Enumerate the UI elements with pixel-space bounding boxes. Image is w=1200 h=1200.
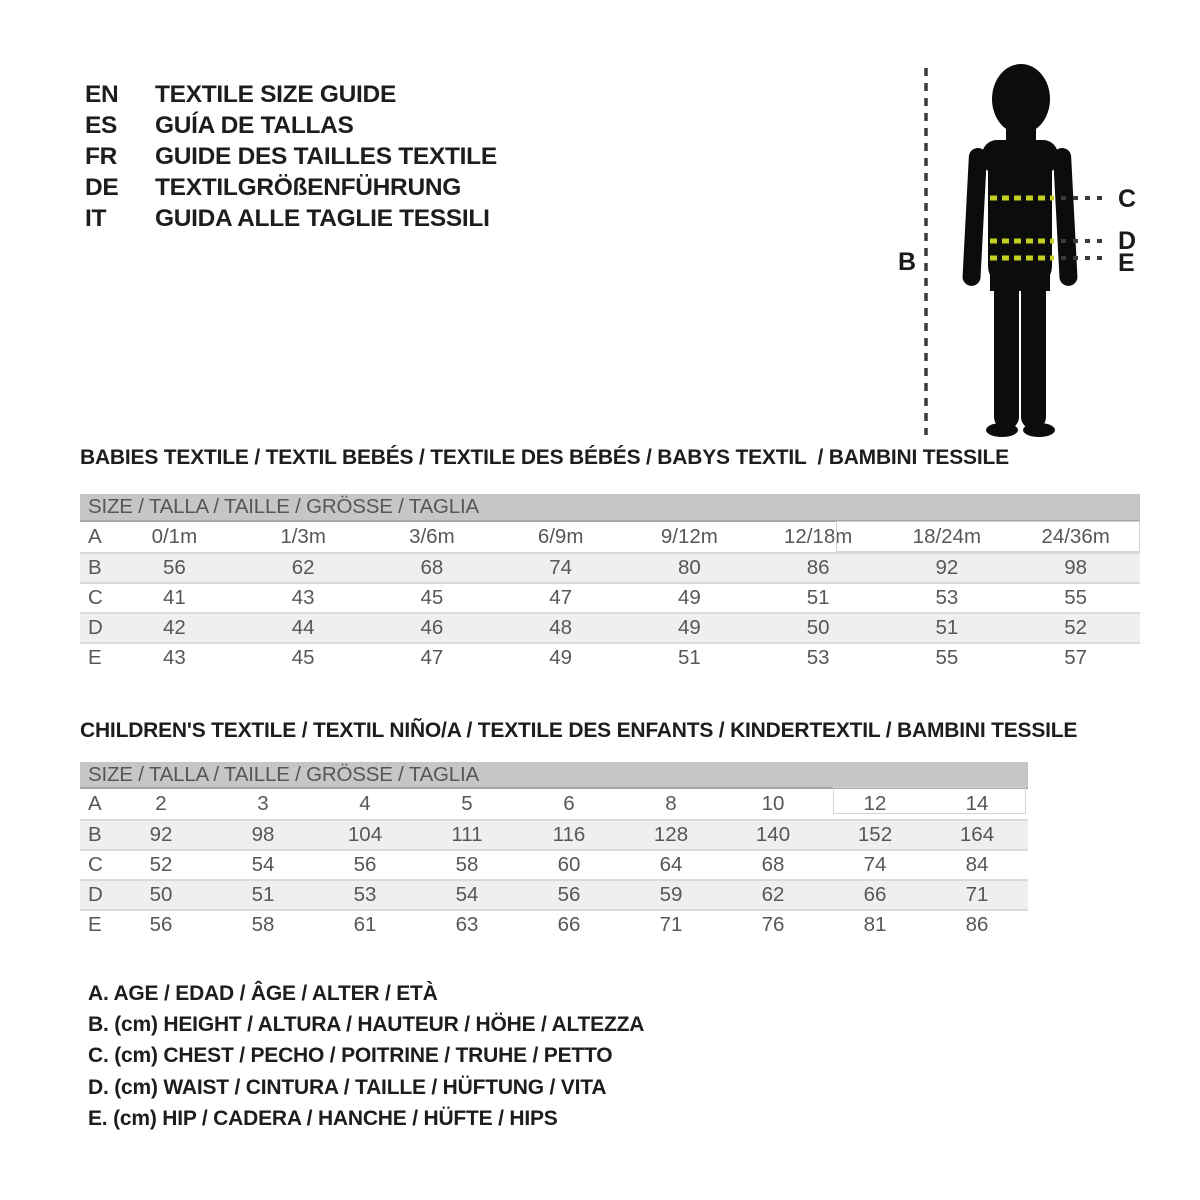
language-row	[85, 203, 497, 234]
table-cell: 47	[420, 646, 444, 669]
table-cell: 152	[857, 823, 893, 846]
table-cell: 3/6m	[409, 525, 455, 548]
table-cell: 51	[251, 883, 275, 906]
table-cell: 53	[806, 646, 830, 669]
table-cell: 53	[353, 883, 377, 906]
row-label: A	[88, 525, 102, 548]
table-cell: 24/36m	[1041, 525, 1110, 548]
table-row	[80, 879, 1028, 909]
table-cell: 56	[353, 853, 377, 876]
table-cell: 164	[959, 823, 995, 846]
table-cell: 66	[557, 913, 581, 936]
table-row	[80, 789, 1028, 819]
table-cell: 49	[677, 586, 701, 609]
silhouette-foot-right	[1023, 423, 1055, 437]
language-title: GUIDE DES TAILLES TEXTILE	[155, 142, 497, 170]
table-cell: 55	[1064, 586, 1088, 609]
waist-label: D	[1118, 227, 1137, 255]
legend-line: E. (cm) HIP / CADERA / HANCHE / HÜFTE / HIPS	[88, 1107, 558, 1131]
table-cell: 46	[420, 616, 444, 639]
table-cell: 86	[806, 556, 830, 579]
table-cell: 14	[965, 792, 989, 815]
silhouette-arm-right	[1053, 148, 1078, 287]
table-cell: 6	[563, 792, 575, 815]
children-size-table	[80, 762, 1028, 939]
table-cell: 116	[552, 823, 586, 846]
language-code: EN	[85, 81, 119, 109]
table-cell: 80	[677, 556, 701, 579]
language-row	[85, 80, 497, 111]
table-row	[80, 612, 1140, 642]
legend-line: B. (cm) HEIGHT / ALTURA / HAUTEUR / HÖHE / ALTEZZA	[88, 1013, 645, 1037]
babies-table-title: BABIES TEXTILE / TEXTIL BEBÉS / TEXTILE DES BÉBÉS / BABYS TEXTIL / BAMBINI TESSILE	[80, 446, 1009, 469]
table-cell: 51	[677, 646, 701, 669]
table-cell: 43	[162, 646, 186, 669]
table-cell: 64	[659, 853, 683, 876]
table-cell: 86	[965, 913, 989, 936]
table-cell: 59	[659, 883, 683, 906]
table-cell: 12	[863, 792, 887, 815]
table-row	[80, 552, 1140, 582]
silhouette-leg-right	[1021, 271, 1046, 429]
language-row	[85, 172, 497, 203]
table-cell: 44	[291, 616, 315, 639]
row-label: A	[88, 792, 102, 815]
table-cell: 54	[251, 853, 275, 876]
row-label: E	[88, 646, 102, 669]
language-title: TEXTILE SIZE GUIDE	[155, 81, 396, 109]
chest-label: C	[1118, 185, 1137, 213]
table-cell: 104	[347, 823, 383, 846]
language-row	[85, 111, 497, 142]
table-cell: 8	[665, 792, 677, 815]
table-row	[80, 909, 1028, 939]
table-cell: 98	[1064, 556, 1088, 579]
language-title: GUÍA DE TALLAS	[155, 112, 354, 140]
table-cell: 81	[863, 913, 887, 936]
table-cell: 74	[549, 556, 573, 579]
language-title: GUIDA ALLE TAGLIE TESSILI	[155, 204, 490, 232]
size-header-bar: SIZE / TALLA / TAILLE / GRÖSSE / TAGLIA	[80, 494, 1140, 522]
row-label: B	[88, 823, 102, 846]
table-cell: 43	[291, 586, 315, 609]
children-table-title: CHILDREN'S TEXTILE / TEXTIL NIÑO/A / TEXTILE DES ENFANTS / KINDERTEXTIL / BAMBINI TESSILE	[80, 719, 1078, 742]
table-cell: 12/18m	[783, 525, 853, 548]
table-cell: 66	[863, 883, 887, 906]
table-cell: 68	[761, 853, 785, 876]
table-cell: 63	[455, 913, 479, 936]
table-cell: 56	[557, 883, 581, 906]
language-code: ES	[85, 112, 118, 140]
language-title-list	[85, 80, 497, 234]
language-code: FR	[85, 142, 118, 170]
table-cell: 111	[451, 823, 483, 846]
child-silhouette-figure	[890, 56, 1150, 444]
table-cell: 71	[659, 913, 683, 936]
language-title: TEXTILGRÖßENFÜHRUNG	[155, 173, 461, 201]
silhouette-foot-left	[986, 423, 1018, 437]
legend-line: A. AGE / EDAD / ÂGE / ALTER / ETÀ	[88, 981, 438, 1005]
table-cell: 128	[653, 823, 689, 846]
table-cell: 49	[549, 646, 573, 669]
table-cell: 52	[149, 853, 173, 876]
table-cell: 58	[455, 853, 479, 876]
table-cell: 6/9m	[537, 525, 584, 548]
table-cell: 92	[149, 823, 173, 846]
table-cell: 18/24m	[912, 525, 982, 548]
table-cell: 60	[557, 853, 581, 876]
table-cell: 53	[935, 586, 959, 609]
table-cell: 57	[1064, 646, 1088, 669]
table-cell: 9/12m	[660, 525, 718, 548]
table-cell: 45	[420, 586, 444, 609]
table-cell: 3	[257, 792, 269, 815]
table-row	[80, 522, 1140, 552]
table-cell: 48	[549, 616, 573, 639]
table-cell: 98	[251, 823, 275, 846]
table-cell: 62	[291, 556, 315, 579]
row-label: D	[88, 616, 103, 639]
table-cell: 52	[1064, 616, 1088, 639]
table-cell: 92	[935, 556, 959, 579]
row-label: E	[88, 913, 102, 936]
table-cell: 76	[761, 913, 785, 936]
legend-line: D. (cm) WAIST / CINTURA / TAILLE / HÜFTUNG / VITA	[88, 1075, 607, 1099]
language-row	[85, 142, 497, 173]
row-label: C	[88, 853, 103, 876]
legend-line: C. (cm) CHEST / PECHO / POITRINE / TRUHE / PETTO	[88, 1044, 613, 1068]
table-cell: 84	[965, 853, 989, 876]
table-row	[80, 642, 1140, 672]
language-code: DE	[85, 173, 119, 201]
table-cell: 61	[353, 913, 377, 936]
table-cell: 62	[761, 883, 785, 906]
table-row	[80, 849, 1028, 879]
table-cell: 51	[806, 586, 830, 609]
table-cell: 68	[420, 556, 444, 579]
table-cell: 42	[162, 616, 186, 639]
table-cell: 4	[359, 792, 371, 815]
table-cell: 54	[455, 883, 479, 906]
table-cell: 1/3m	[280, 525, 326, 548]
measurement-legend	[88, 978, 644, 1135]
table-cell: 51	[935, 616, 959, 639]
child-silhouette	[962, 64, 1078, 437]
language-code: IT	[85, 204, 107, 232]
table-cell: 10	[761, 792, 785, 815]
silhouette-leg-left	[994, 271, 1019, 429]
table-cell: 71	[965, 883, 989, 906]
row-label: B	[88, 556, 102, 579]
hip-label: E	[1118, 249, 1135, 277]
table-cell: 74	[863, 853, 887, 876]
table-cell: 56	[162, 556, 186, 579]
table-cell: 58	[251, 913, 275, 936]
table-cell: 49	[677, 616, 701, 639]
table-cell: 5	[461, 792, 473, 815]
table-cell: 50	[806, 616, 830, 639]
table-cell: 55	[935, 646, 959, 669]
table-cell: 41	[162, 586, 186, 609]
table-cell: 56	[149, 913, 173, 936]
row-label: C	[88, 586, 103, 609]
silhouette-arm-left	[962, 148, 987, 287]
size-header-bar: SIZE / TALLA / TAILLE / GRÖSSE / TAGLIA	[80, 762, 1028, 789]
table-row	[80, 819, 1028, 849]
table-cell: 45	[291, 646, 315, 669]
height-label: B	[898, 248, 917, 276]
babies-size-table	[80, 494, 1140, 672]
table-cell: 50	[149, 883, 173, 906]
table-cell: 47	[549, 586, 573, 609]
table-row	[80, 582, 1140, 612]
row-label: D	[88, 883, 103, 906]
table-cell: 2	[155, 792, 167, 815]
table-cell: 140	[755, 823, 791, 846]
table-cell: 0/1m	[151, 525, 198, 548]
